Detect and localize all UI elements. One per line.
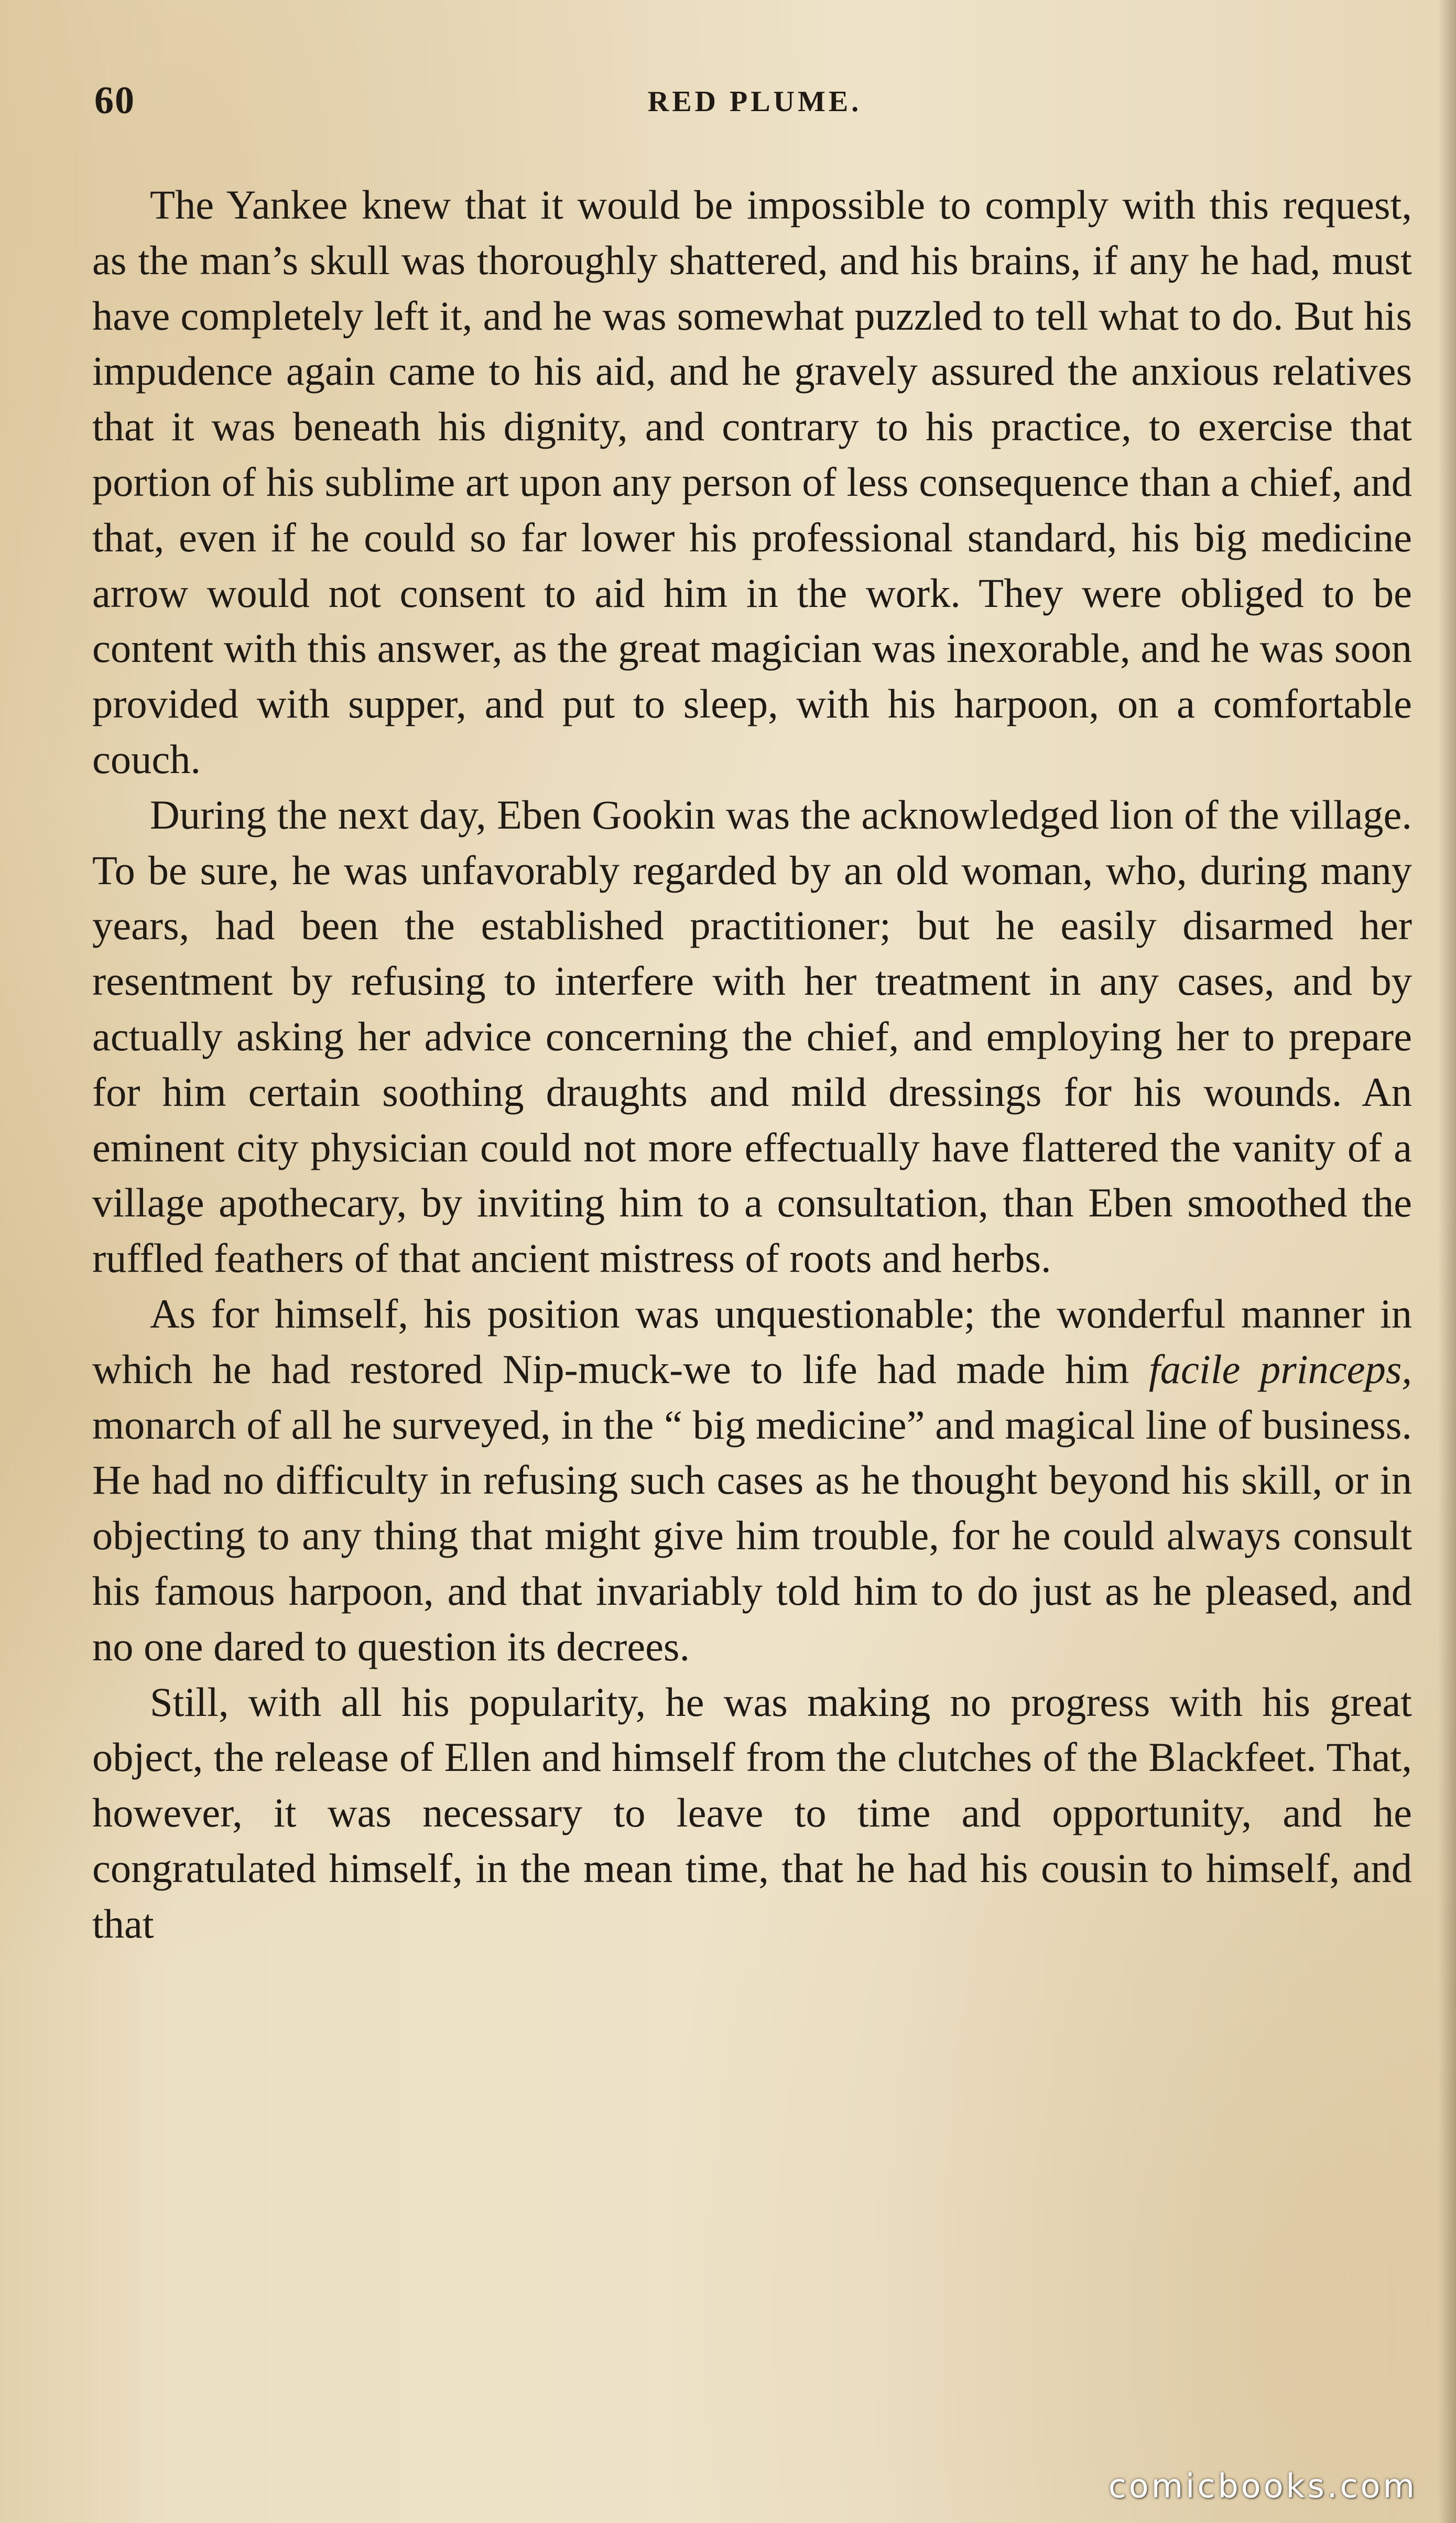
paragraph-2 bbox=[92, 787, 1412, 1286]
paragraph-3-text-after: monarch of all he surveyed, in the “ big medicine” and magical line of business. He had no difficulty in refusing such cases as he thought beyond his skill, or in objecting to any thing that might give him trouble, for he could always consult his famous harpoon, and that invariably told him to do just as he pleased, and no one dared to question its decrees. bbox=[92, 1401, 1412, 1669]
watermark: comicbooks.com bbox=[1108, 2467, 1417, 2505]
paragraph-3 bbox=[92, 1286, 1412, 1674]
paragraph-1-text: The Yankee knew that it would be impossible to comply with this request, as the man’s skull was thoroughly shattered, and his brains, if any he had, must have completely left it, and he was somewhat puzzled to tell what to do. But his impudence again came to his aid, and he gravely assured the anxious relatives that it was beneath his dignity, and contrary to his practice, to exercise that portion of his sublime art upon any person of less consequence than a chief, and that, even if he could so far lower his professional standard, his big medicine arrow would not consent to aid him in the work. They were obliged to be content with this answer, as the great magician was inexorable, and he was soon provided with supper, and put to sleep, with his harpoon, on a comfortable couch. bbox=[92, 182, 1412, 782]
paragraph-2-text: During the next day, Eben Gookin was the acknowledged lion of the village. To be sure, he was unfavorably regarded by an old woman, who, during many years, had been the established practitioner; but he easily disarmed her resentment by refusing to interfere with her treatment in any cases, and by actually asking her advice concerning the chief, and employing her to prepare for him certain soothing draughts and mild dressings for his wounds. An eminent city physician could not more effectually have flattered the vanity of a village apothecary, by inviting him to a consultation, than Eben smoothed the ruffled feathers of that ancient mistress of roots and herbs. bbox=[92, 791, 1412, 1281]
paragraph-4-text: Still, with all his popularity, he was making no progress with his great object, the release of Ellen and himself from the clutches of the Blackfeet. That, however, it was necessary to leave to time and opportunity, and he congratulated himself, in the mean time, that he had his cousin to himself, and that bbox=[92, 1679, 1412, 1946]
body-text bbox=[92, 177, 1412, 1952]
paragraph-3-italic-phrase: facile princeps, bbox=[1148, 1346, 1412, 1392]
paragraph-4 bbox=[92, 1674, 1412, 1952]
page-number: 60 bbox=[94, 79, 135, 122]
running-title: RED PLUME. bbox=[647, 85, 862, 118]
page-edge-shadow bbox=[1438, 0, 1456, 2523]
paragraph-1 bbox=[92, 177, 1412, 787]
page-header bbox=[94, 79, 1415, 126]
paragraph-3-text-before: As for himself, his position was unquestionable; the wonderful manner in which he had restored Nip-muck-we to life had made him bbox=[92, 1290, 1412, 1392]
